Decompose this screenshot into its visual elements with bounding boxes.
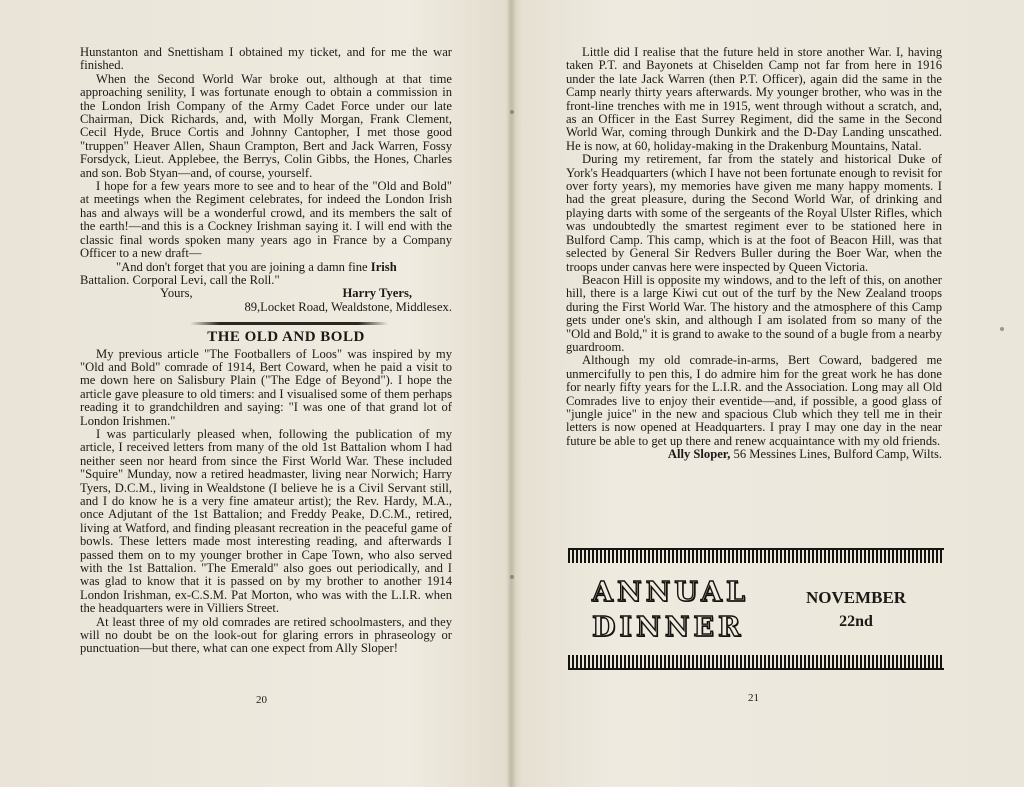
- banner-date: [774, 586, 938, 634]
- page-number-left: 20: [256, 694, 267, 706]
- banner-fringe-top: [568, 548, 944, 563]
- signer-name: Harry Tyers,: [342, 286, 412, 301]
- signature-row: [80, 287, 452, 300]
- banner-title-line-2: DINNER: [592, 612, 745, 643]
- intro-paragraph-1: Hunstanton and Snettisham I obtained my ticket, and for me the war finished.: [80, 45, 452, 73]
- right-paragraph-3: Beacon Hill is opposite my windows, and to the left of this, on another hill, there is a large Kiwi cut out of the turf by the New Zealand troops during the First World War. The history and the atmosphere of this Camp gets under one's skin, and although I am isolated from so many of the "Old and Bold," it is grand to awake to the sound of a bugle from a nearby guardroom.: [566, 272, 942, 354]
- article-heading: THE OLD AND BOLD: [207, 329, 365, 346]
- banner-fringe-bottom: [568, 655, 944, 670]
- right-paragraph-4: Although my old comrade-in-arms, Bert Coward, badgered me unmercifully to pen this, I do admire him for the great work he has done for nearly fifty years for the L.I.R. and the Association. Long may all Old Comrades live to enjoy their eventide—and, if possible, a good glass of "jungle juice" in the new and spacious Club which they tell me in their letters is now opened at Headquarters. I pray I may one day in the near future be able to get up there and renew acquaintance with my old friends.: [566, 353, 942, 448]
- banner-date-month: NOVEMBER: [805, 588, 907, 607]
- banner-title: [574, 577, 774, 643]
- book-gutter: [506, 0, 516, 787]
- binder-hole: [1000, 327, 1004, 331]
- right-page: [566, 46, 942, 462]
- quote-line-2: Battalion. Corporal Levi, call the Roll.": [80, 272, 280, 287]
- article-paragraph-1: My previous article "The Footballers of Loos" was inspired by my "Old and Bold" comrade of 1914, Bert Coward, when he paid a visit to me down here on Salisbury Plain ("The Edge of Beyond"). I hope the article gave pleasure to old timers: and I visualised some of them perhaps reading it to grandchildren and saying: "I was one of that grand lot of London Irishmen.": [80, 346, 452, 428]
- closing-signature: [566, 448, 942, 461]
- signer-address: 89,Locket Road, Wealdstone, Middlesex.: [244, 299, 452, 314]
- staple-mark: [510, 110, 514, 114]
- intro-paragraph-3: I hope for a few years more to see and to hear of the "Old and Bold" at meetings when the Regiment celebrates, for indeed the London Irish has and always will be a wonderful crowd, and its members the salt of the earth!—and this is a Cockney Irishman saying it. I will end with the classic final words spoken many years ago in France by a Company Officer to a new draft—: [80, 179, 452, 261]
- banner-date-day: 22nd: [839, 613, 873, 630]
- article-paragraph-3: At least three of my old comrades are retired schoolmasters, and they will no doubt be on the look-out for glaring errors in phraseology or punctuation—but there, what can one expect from Ally Sloper!: [80, 614, 452, 656]
- quote-bold-word: Irish: [370, 259, 397, 274]
- banner-title-line-1: ANNUAL: [592, 577, 749, 608]
- quote-text-a: "And don't forget that you are joining a damn fine: [116, 259, 371, 274]
- section-divider: [190, 322, 388, 325]
- banner-body: [568, 563, 944, 655]
- article-paragraph-2: I was particularly pleased when, following the publication of my article, I received letters from many of the old 1st Battalion whom I had neither seen nor heard from since the First World War. These included "Squire" Munday, now a retired headmaster, living near Norwich; Harry Tyers, D.C.M., living in Wealdstone (I believe he is a Civil Servant still, and I do know he is a very fine amateur artist); the Rev. Hardy, M.A., once Adjutant of the 1st Battalion; and Freddy Peake, D.C.M., retired, living at Watford, and finding pleasant recreation in the peaceful game of bowls. These letters made most interesting reading, and afterwards I passed them on to my younger brother in Cape Town, who also served with the 1st Battalion. "The Emerald" also goes out periodically, and I was glad to know that it is passed on by my brother to another 1914 London Irishman, ex-C.S.M. Pat Morton, who was with the L.I.R. when the headquarters were in Villiers Street.: [80, 426, 452, 616]
- annual-dinner-banner: [568, 548, 944, 678]
- intro-paragraph-2: When the Second World War broke out, although at that time approaching senility, I was fortunate enough to obtain a commission in the London Irish Company of the Army Cadet Force under our late Chairman, Dick Richards, and, with Molly Morgan, Frank Clement, Cecil Hyde, Bruce Cortis and Johnny Cantopher, I met those good "truppen" Heaver Allen, Shaun Crampton, Bert and Jack Warren, Fossy Forsdyck, Lieut. Applebee, the Berrys, Colin Gibbs, the Hones, Charles and son. Bob Styan—and, of course, yourself.: [80, 71, 452, 180]
- left-page: [80, 46, 452, 656]
- staple-mark: [510, 575, 514, 579]
- closing-name: Ally Sloper,: [667, 447, 731, 462]
- right-paragraph-1: Little did I realise that the future held in store another War. I, having taken P.T. and Bayonets at Chiselden Camp not far from here in 1916 under the late Jack Warren (then P.T. Officer), again did the same in the Camp nearly thirty years afterwards. My younger brother, who was in the front-line trenches with me in 1915, went through without a scratch, and, as an Officer in the East Surrey Regiment, did the same in the Second World War, coming through Dunkirk and the D-Day Landing unscathed. He is now, at 60, holiday-making in the Drakenburg Mountains, Natal.: [566, 45, 942, 153]
- page-number-right: 21: [748, 692, 759, 704]
- right-paragraph-2: During my retirement, far from the stately and historical Duke of York's Headquarters (which I have not been fortunate enough to revisit for over forty years), my memories have given me many happy moments. I had the great pleasure, during the Second World War, of drinking and playing darts with some of the sergeants of the Royal Ulster Rifles, which was undoubtedly the smartest regiment ever to be stationed here in Bulford Camp. This camp, which is at the foot of Beacon Hill, was that selected by General Sir Redvers Buller during the Boer War, when the troops under canvas here were inspected by Queen Victoria.: [566, 152, 942, 274]
- yours-text: Yours,: [160, 286, 193, 301]
- closing-address: 56 Messines Lines, Bulford Camp, Wilts.: [730, 447, 942, 462]
- quote-line-1: [80, 261, 452, 274]
